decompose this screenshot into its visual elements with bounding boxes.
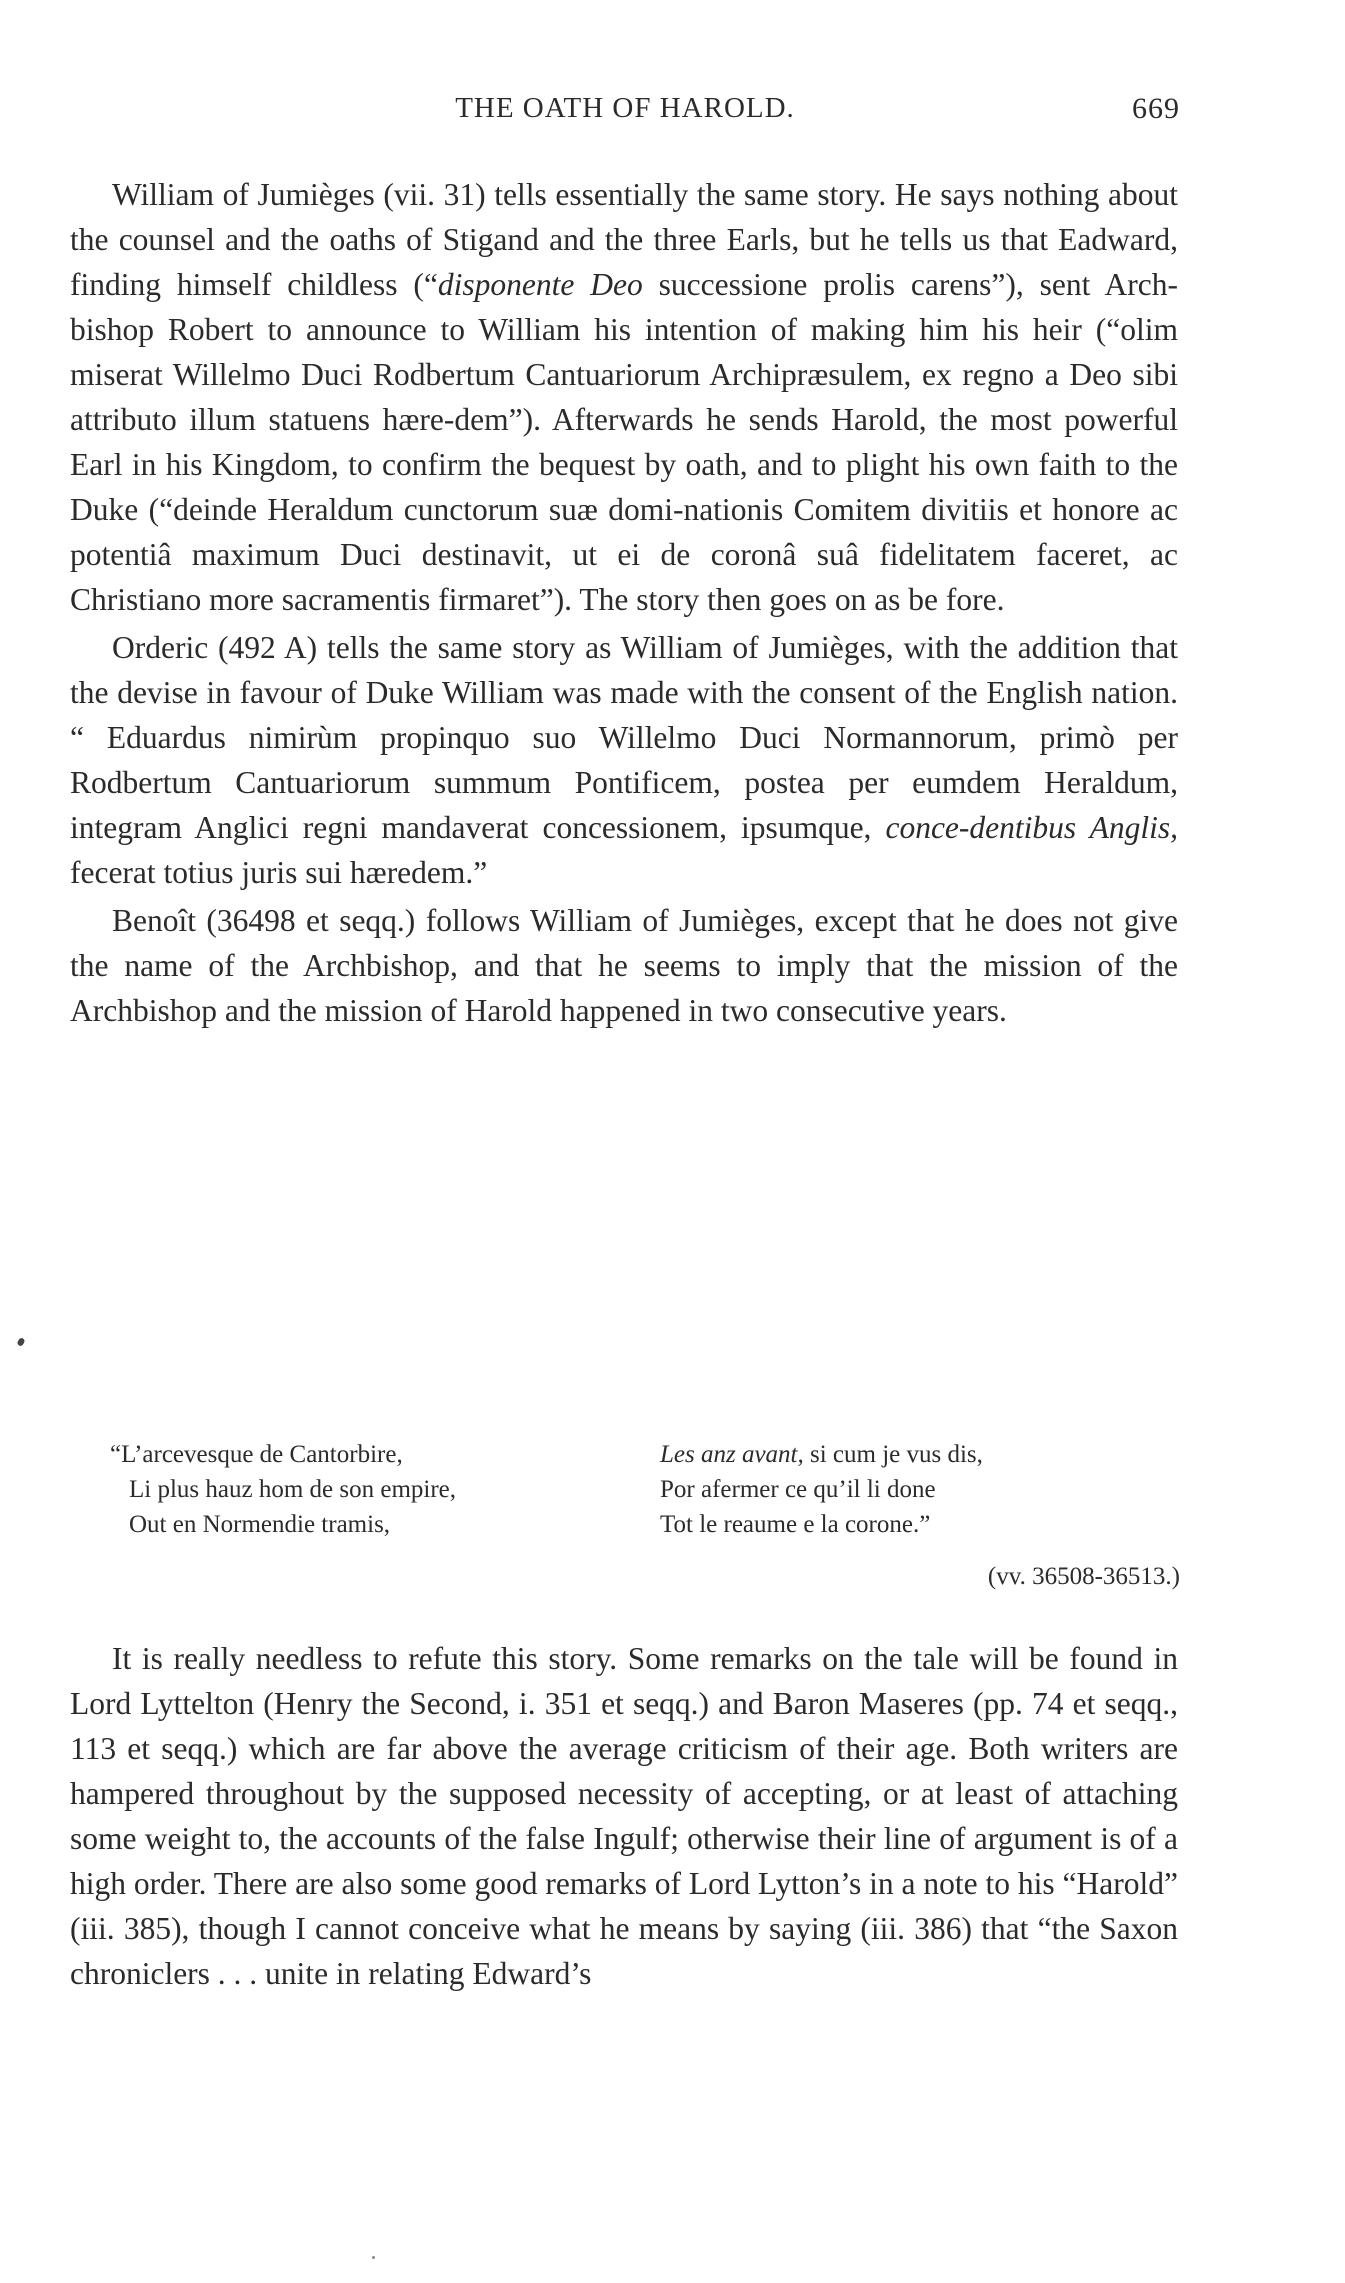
text-segment: si cum je vus dis, xyxy=(803,1441,983,1468)
closing-text xyxy=(70,1636,1178,1996)
main-text xyxy=(70,172,1178,1033)
verse-line: Por afermer ce qu’il li done xyxy=(660,1476,936,1503)
verse-reference: (vv. 36508-36513.) xyxy=(987,1563,1180,1590)
verse-line xyxy=(660,1437,1180,1472)
ink-dot xyxy=(372,2256,375,2259)
paragraph-benoit xyxy=(70,898,1178,1033)
paragraph-jumieges xyxy=(70,172,1178,622)
verse-line: Li plus hauz hom de son empire, xyxy=(129,1476,457,1503)
verse-line: Out en Normendie tramis, xyxy=(129,1511,391,1538)
ink-mark xyxy=(16,1337,25,1347)
italic-phrase: disponente Deo xyxy=(437,267,643,302)
running-head xyxy=(70,92,1180,136)
paragraph-orderic xyxy=(70,625,1178,895)
verse-line: “L’arcevesque de Cantorbire, xyxy=(110,1441,403,1468)
verse-right-column xyxy=(660,1437,1180,1542)
verse-line: Tot le reaume e la corone.” xyxy=(660,1511,931,1538)
page-number: 669 xyxy=(1132,92,1180,125)
text-segment: William of Jumièges (vii. 31) tells essentially the same story. He says nothing about the counsel and the oaths of Stigand and the three Earls, but he tells us that Eadward, finding himself childless (“ xyxy=(70,177,1178,302)
text-segment: Orderic (492 A) tells the same story as William of Jumièges, with the addition that the devise in favour of Duke William was made with the consent of the English nation. “ Eduardus nimirùm propinquo suo Willelmo Duci Normannorum, primò per Rodbertum Cantuariorum summum Pontificem, postea per eumdem Heraldum, integram Anglici regni mandaverat concessionem, ipsumque, xyxy=(70,630,1178,845)
italic-phrase: Les anz avant, xyxy=(660,1441,804,1468)
verse-left-column xyxy=(110,1437,670,1542)
chapter-title: THE OATH OF HAROLD. xyxy=(455,92,795,124)
text-segment: fecerat totius juris sui hæredem.” xyxy=(70,855,488,890)
paragraph-refutation: It is really needless to refute this story. Some remarks on the tale will be found in Lord Lyttelton (Henry the Second, i. 351 et seqq.) and Baron Maseres (pp. 74 et seqq., 113 et seqq.) which are far above the average criticism of their age. Both writers are hampered throughout by the supposed necessity of accepting, or at least of attaching some weight to, the accounts of the false Ingulf; otherwise their line of argument is of a high order. There are also some good remarks of Lord Lytton’s in a note to his “Harold” (iii. 385), though I cannot conceive what he means by saying (iii. 386) that “the Saxon chroniclers . . . unite in relating Edward’s xyxy=(70,1641,1178,1991)
text-segment: successione prolis carens”), sent Arch-bishop Robert to announce to William his intention of making him his heir (“olim miserat Willelmo Duci Rodbertum Cantuariorum Archipræsulem, ex regno a Deo sibi attributo illum statuens hære-dem”). Afterwards he sends Harold, the most powerful Earl in his Kingdom, to confirm the bequest by oath, and to plight his own faith to the Duke (“deinde Heraldum cunctorum suæ domi-nationis Comitem divitiis et honore ac potentiâ maximum Duci destinavit, ut ei de coronâ suâ fidelitatem faceret, ac Christiano more sacramentis firmaret”). The story then goes on as be fore. xyxy=(70,267,1178,617)
italic-phrase: conce-dentibus Anglis, xyxy=(885,810,1178,845)
text-segment: Benoît (36498 et seqq.) follows William of Jumièges, except that he does not give the name of the Archbishop, and that he seems to imply that the mission of the Archbishop and the mission of Harold happened in two consecutive years. xyxy=(70,903,1178,1028)
